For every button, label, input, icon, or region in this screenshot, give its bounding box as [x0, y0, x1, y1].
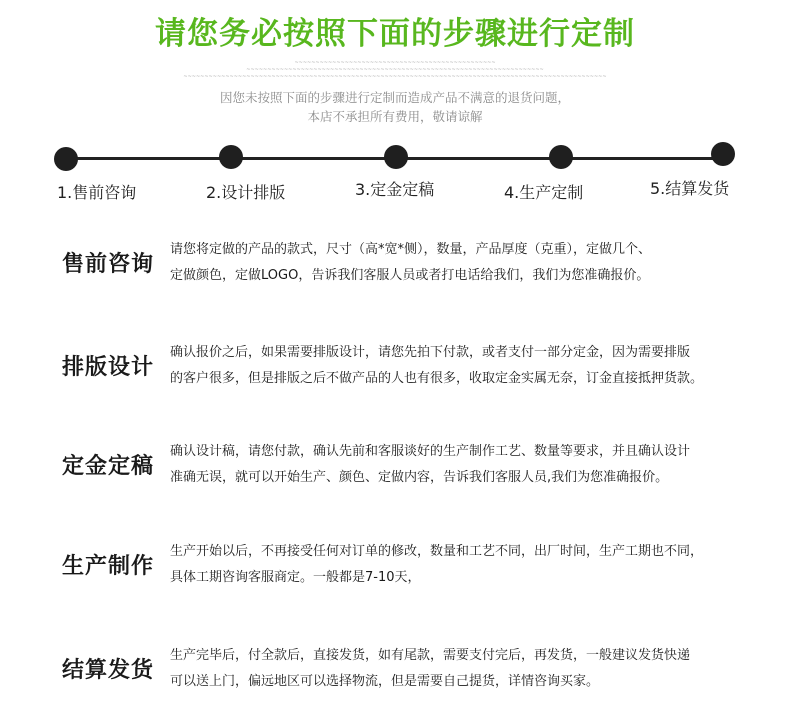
section-text [170, 439, 750, 491]
decorative-subtitle-line-2: ~~~~~~~~~~~~~~~~~~~~~~~~~~~~~~~~~~~~~~~~~~~~~~~~~~~~~~~~~~~~~~~~~~~~~~~ [246, 67, 544, 73]
section-line: 的客户很多，但是排版之后不做产品的人也有很多，收取定金实属无奈，订金直接抵押货款。 [170, 371, 704, 386]
section-line: 定做颜色，定做LOGO，告诉我们客服人员或者打电话给我们，我们为您准确报价。 [170, 268, 650, 283]
section-line: 具体工期咨询客服商定。一般都是7-10天， [170, 570, 421, 585]
notice-line-1: 因您未按照下面的步骤进行定制而造成产品不满意的退货问题， [219, 90, 570, 105]
section-line: 确认报价之后，如果需要排版设计，请您先拍下付款，或者支付一部分定金，因为需要排版 [170, 345, 691, 360]
step-1-dot [54, 147, 78, 171]
section-title: 结算发货 [62, 658, 155, 683]
notice-line-2: 本店不承担所有费用，敬请谅解 [307, 109, 483, 124]
section-line: 生产完毕后，付全款后，直接发货，如有尾款，需要支付完后，再发货，一般建议发货快递 [170, 648, 691, 663]
section-line: 确认设计稿，请您付款，确认先前和客服谈好的生产制作工艺、数量等要求，并且确认设计 [170, 444, 691, 459]
page-title: 请您务必按照下面的步骤进行定制 [155, 16, 635, 52]
section-title: 定金定稿 [62, 454, 155, 479]
step-4-label: 4.生产定制 [504, 183, 584, 202]
step-3-dot [384, 145, 408, 169]
section-text [170, 340, 750, 392]
process-timeline [0, 140, 790, 210]
step-2-dot [219, 145, 243, 169]
section-text [170, 539, 750, 591]
section-line: 生产开始以后，不再接受任何对订单的修改，数量和工艺不同，出厂时间，生产工期也不同， [170, 544, 704, 559]
section-text [170, 643, 750, 695]
decorative-subtitle-line-1: ~~~~~~~~~~~~~~~~~~~~~~~~~~~~~~~~~~~~~~~~~~~~~~~~ [294, 60, 496, 66]
step-5-label: 5.结算发货 [650, 179, 730, 198]
section-text [170, 237, 750, 289]
step-3-label: 3.定金定稿 [355, 180, 435, 199]
section-line: 准确无误，就可以开始生产、颜色、定做内容，告诉我们客服人员,我们为您准确报价。 [170, 470, 669, 485]
step-1-label: 1.售前咨询 [57, 183, 137, 202]
section-line: 可以送上门，偏远地区可以选择物流，但是需要自己提货，详情咨询买家。 [170, 674, 600, 689]
step-4-dot [549, 145, 573, 169]
section-title: 售前咨询 [62, 252, 155, 277]
section-line: 请您将定做的产品的款式，尺寸（高*宽*侧），数量，产品厚度（克重），定做几个、 [170, 242, 652, 257]
section-title: 生产制作 [62, 554, 155, 579]
step-2-label: 2.设计排版 [206, 183, 286, 202]
step-5-dot [711, 142, 735, 166]
decorative-subtitle-line-3: ~~~~~~~~~~~~~~~~~~~~~~~~~~~~~~~~~~~~~~~~~~~~~~~~~~~~~~~~~~~~~~~~~~~~~~~~~~~~~~~~~~~~~~~~~~~~~~~~~~~~~ [183, 74, 607, 80]
section-title: 排版设计 [62, 355, 155, 380]
